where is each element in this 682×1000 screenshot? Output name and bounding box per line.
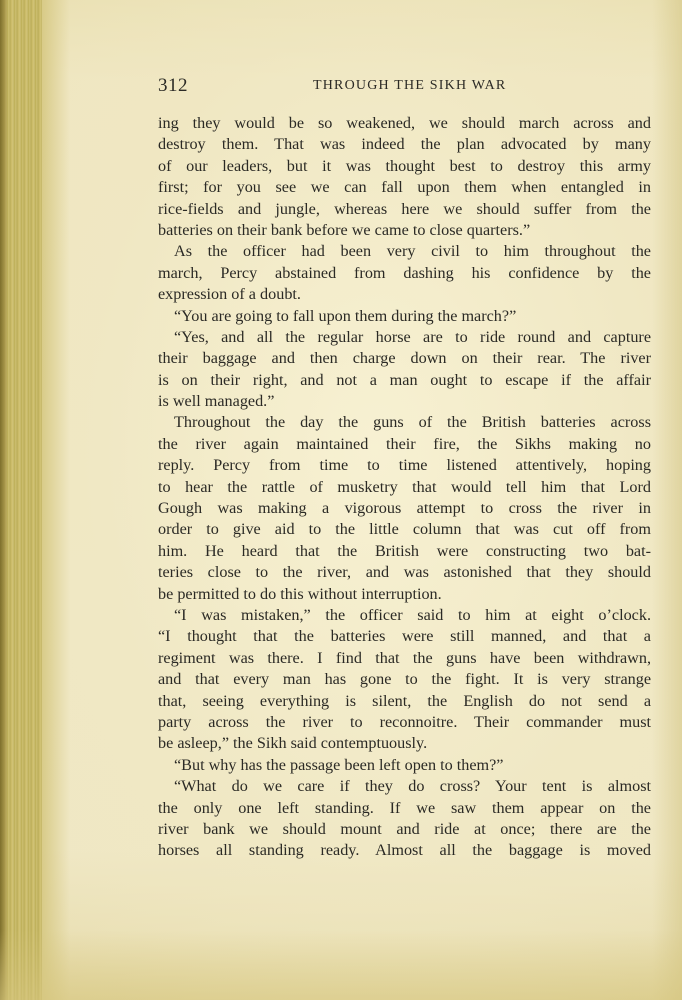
text-line: “You are going to fall upon them during the march?” <box>174 306 517 325</box>
text-line: the river again maintained their fire, the Sikhs making no <box>158 434 651 453</box>
text-line: “Yes, and all the regular horse are to ride round and capture <box>174 327 651 346</box>
text-line: “But why has the passage been left open to them?” <box>174 755 504 774</box>
text-line: march, Percy abstained from dashing his confidence by the <box>158 263 651 282</box>
text-line: Gough was making a vigorous attempt to cross the river in <box>158 499 651 518</box>
text-line: expression of a doubt. <box>158 285 301 304</box>
text-line: the only one left standing. If we saw them appear on the <box>158 798 651 817</box>
page-number: 312 <box>158 75 188 96</box>
text-line: “I thought that the batteries were still manned, and that a <box>158 627 651 646</box>
text-line: that, seeing everything is silent, the English do not send a <box>158 691 651 710</box>
text-line: batteries on their bank before we came to close quarters.” <box>158 220 531 239</box>
text-line: be asleep,” the Sikh said contemptuously. <box>158 734 428 753</box>
body-text <box>158 113 651 862</box>
text-line: and that every man has gone to the fight. It is very strange <box>158 670 651 689</box>
text-line: As the officer had been very civil to him throughout the <box>174 242 651 261</box>
binding-edge <box>0 0 8 1000</box>
text-line: destroy them. That was indeed the plan advocated by many <box>158 135 651 154</box>
text-line: of our leaders, but it was thought best to destroy this army <box>158 156 651 175</box>
text-line: regiment was there. I find that the guns have been withdrawn, <box>158 648 651 667</box>
text-line: Throughout the day the guns of the British batteries across <box>174 413 651 432</box>
text-line: their baggage and then charge down on their rear. The river <box>158 349 651 368</box>
text-line: order to give aid to the little column that was cut off from <box>158 520 651 539</box>
binding-gutter-shadow <box>42 0 70 1000</box>
text-line: ing they would be so weakened, we should march across and <box>158 114 651 132</box>
text-line: first; for you see we can fall upon them when entangled in <box>158 178 651 197</box>
text-line: “I was mistaken,” the officer said to him at eight o’clock. <box>174 605 651 624</box>
text-line: horses all standing ready. Almost all the baggage is moved <box>158 841 651 860</box>
text-line: is on their right, and not a man ought to escape if the affair <box>158 370 651 389</box>
text-line: him. He heard that the British were constructing two bat- <box>158 541 651 560</box>
text-line: river bank we should mount and ride at once; there are the <box>158 819 651 838</box>
page-bottom-shadow <box>0 930 682 1000</box>
text-line: party across the river to reconnoitre. Their commander must <box>158 712 651 731</box>
text-line: “What do we care if they do cross? Your tent is almost <box>174 777 651 796</box>
text-line: to hear the rattle of musketry that would tell him that Lord <box>158 477 651 496</box>
text-line: be permitted to do this without interruption. <box>158 584 442 603</box>
text-line: teries close to the river, and was astonished that they should <box>158 563 651 582</box>
text-line: reply. Percy from time to time listened attentively, hoping <box>158 456 651 475</box>
page-edge-shadow <box>652 0 682 1000</box>
text-line: rice-fields and jungle, whereas here we should suffer from the <box>158 199 651 218</box>
running-title: THROUGH THE SIKH WAR <box>313 78 507 93</box>
page-header <box>158 75 651 99</box>
text-line: is well managed.” <box>158 392 275 411</box>
